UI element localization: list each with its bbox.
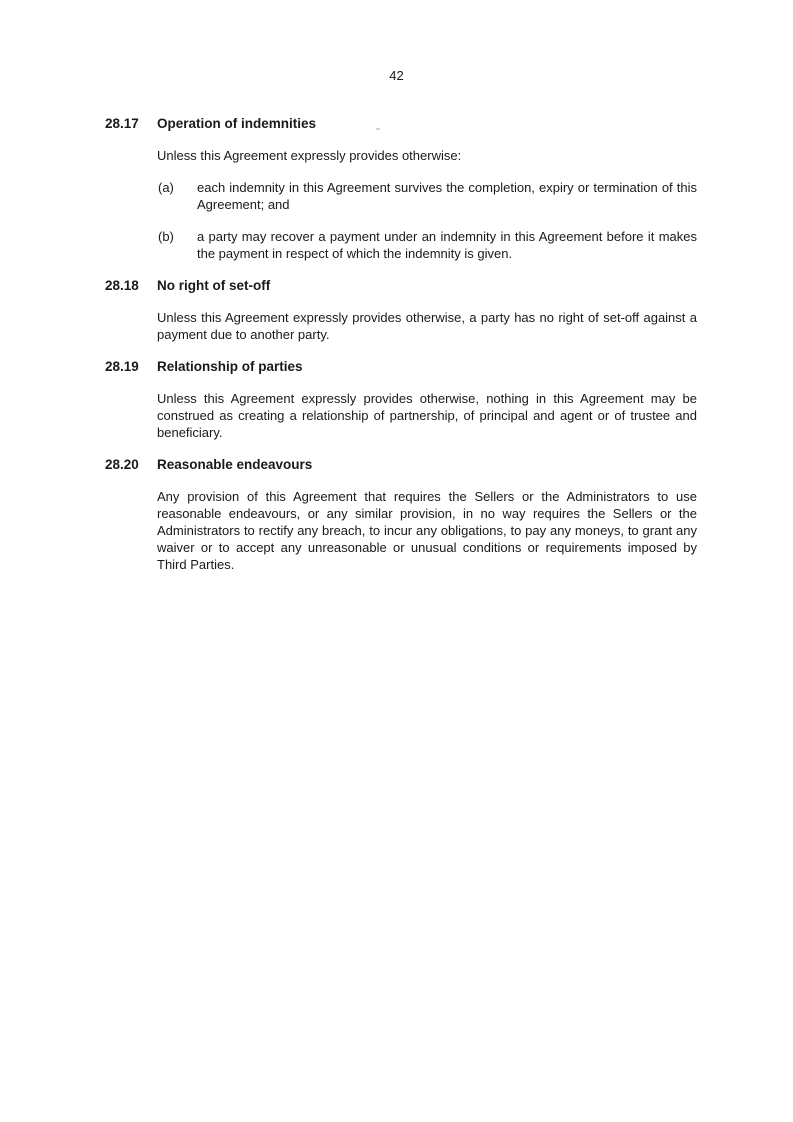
section-heading <box>105 456 697 473</box>
section-title: Reasonable endeavours <box>157 457 313 472</box>
section-number: 28.18 <box>105 278 139 293</box>
section-paragraph: Any provision of this Agreement that requires the Sellers or the Administrators to use reasonable endeavours, or any similar provision, in no way requires the Sellers or the Administrators to rectify any breach, to incur any obligations, to pay any moneys, to grant any waiver or to accept any unreasonable or unusual conditions or requirements imposed by Third Parties. <box>157 489 697 572</box>
section-relationship-of-parties <box>105 358 697 441</box>
section-no-right-of-set-off <box>105 277 697 343</box>
clause-b <box>158 228 697 262</box>
section-number: 28.19 <box>105 359 139 374</box>
section-title: Relationship of parties <box>157 359 303 374</box>
section-heading <box>105 358 697 375</box>
scan-artifact <box>376 128 380 130</box>
section-number: 28.20 <box>105 457 139 472</box>
section-number: 28.17 <box>105 116 139 131</box>
clause-text: each indemnity in this Agreement survives the completion, expiry or termination of this Agreement; and <box>197 180 697 212</box>
section-heading <box>105 277 697 294</box>
clause-label: (a) <box>158 180 174 195</box>
page-number: 42 <box>389 68 404 83</box>
section-operation-of-indemnities <box>105 115 697 262</box>
clause-text: a party may recover a payment under an indemnity in this Agreement before it makes the payment in respect of which the indemnity is given. <box>197 229 697 261</box>
clause-a <box>158 179 697 213</box>
section-paragraph: Unless this Agreement expressly provides otherwise, nothing in this Agreement may be construed as creating a relationship of partnership, of principal and agent or of trustee and beneficiary. <box>157 391 697 440</box>
clause-label: (b) <box>158 229 174 244</box>
section-title: Operation of indemnities <box>157 116 317 131</box>
section-reasonable-endeavours <box>105 456 697 573</box>
section-heading <box>105 115 697 132</box>
section-paragraph: Unless this Agreement expressly provides otherwise, a party has no right of set-off against a payment due to another party. <box>157 310 697 342</box>
section-intro: Unless this Agreement expressly provides otherwise: <box>157 148 462 163</box>
section-title: No right of set-off <box>157 278 271 293</box>
